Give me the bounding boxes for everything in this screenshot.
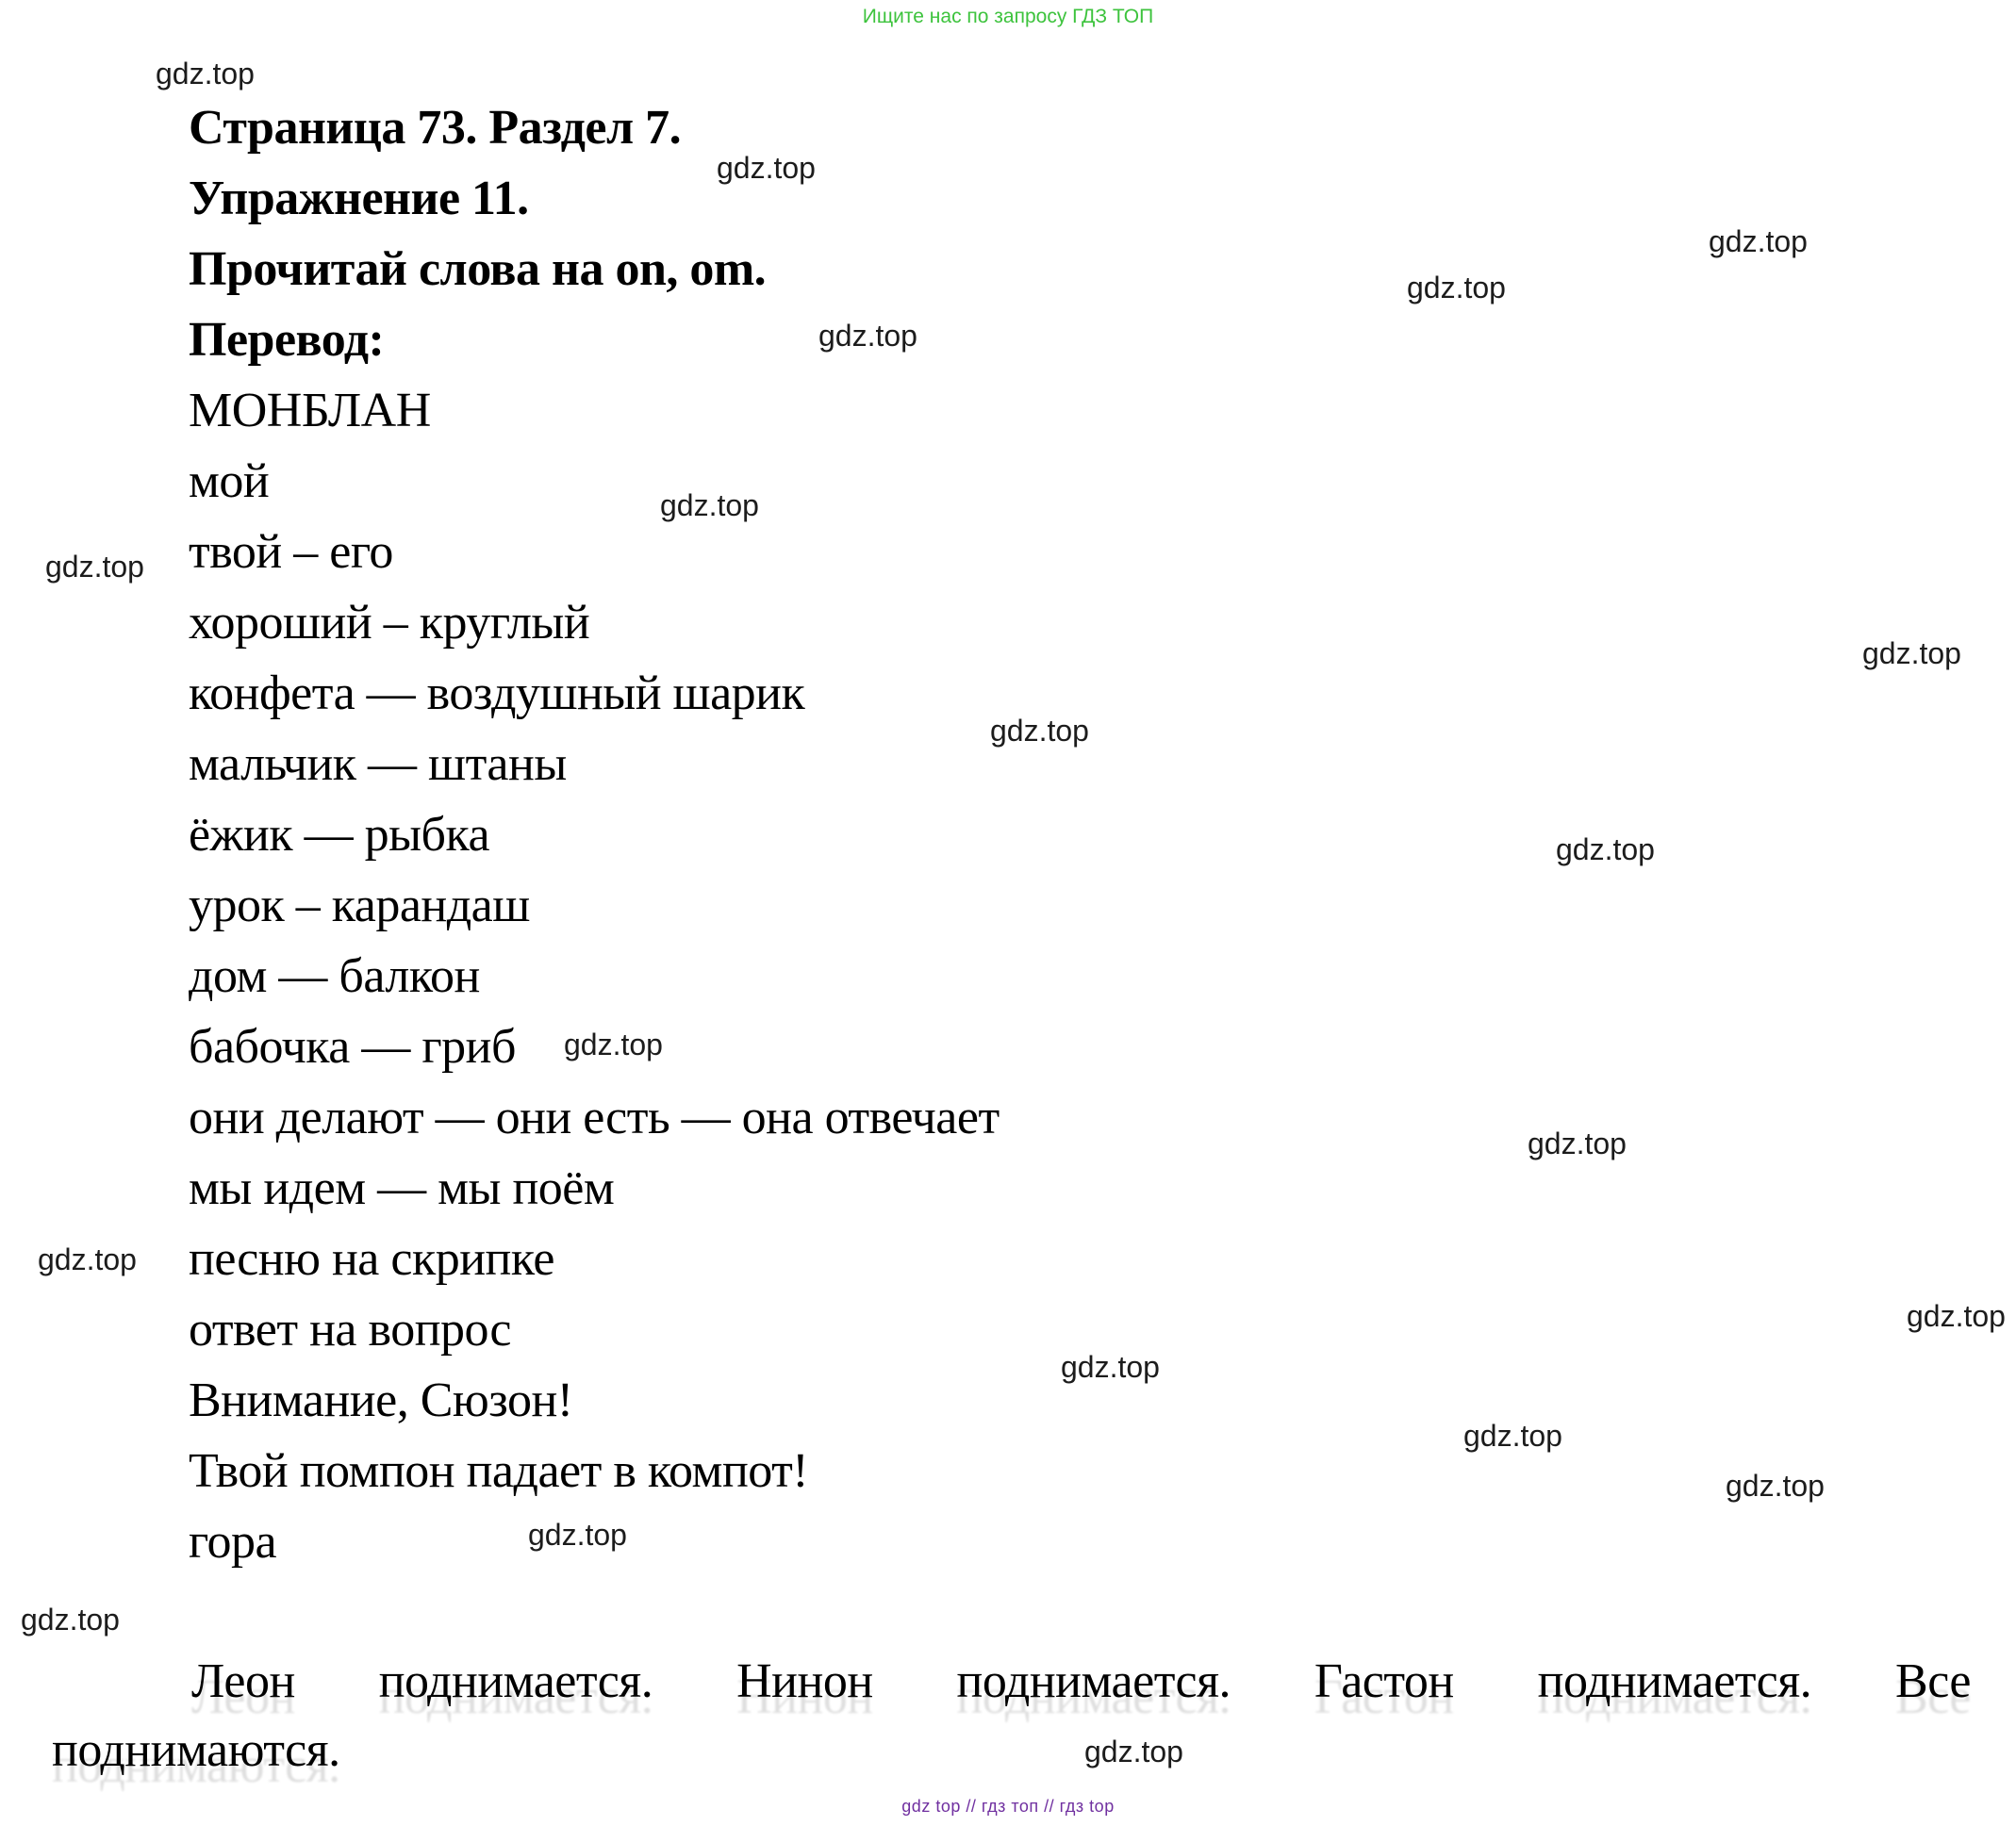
word-list-item: дом — балкон xyxy=(189,949,480,1003)
watermark: gdz.top xyxy=(1407,271,1506,304)
word-list-item: мой xyxy=(189,454,270,508)
watermark: gdz.top xyxy=(1862,636,1961,670)
word-list-item: конфета — воздушный шарик xyxy=(189,666,805,720)
watermark: gdz.top xyxy=(818,319,917,353)
watermark: gdz.top xyxy=(1907,1299,2006,1333)
answer-paragraph: Леон поднимается. Нинон поднимается. Гастон поднимается. Все поднимаются. xyxy=(52,1654,1971,1777)
word-list-item: МОНБЛАН xyxy=(189,384,431,437)
heading-line: Прочитай слова на on, om. xyxy=(189,242,767,296)
heading-line: Перевод: xyxy=(189,313,385,367)
watermark: gdz.top xyxy=(1463,1419,1562,1453)
watermark: gdz.top xyxy=(156,57,255,90)
watermark: gdz.top xyxy=(1556,832,1655,866)
watermark: gdz.top xyxy=(1726,1469,1825,1503)
watermark: gdz.top xyxy=(990,714,1089,748)
word-list-item: гора xyxy=(189,1515,277,1569)
watermark: gdz.top xyxy=(21,1603,120,1637)
headings-block xyxy=(189,92,1000,375)
watermark: gdz.top xyxy=(528,1518,627,1552)
word-list-item: Внимание, Сюзон! xyxy=(189,1374,573,1427)
heading-line: Страница 73. Раздел 7. xyxy=(189,101,682,155)
word-list xyxy=(189,375,1000,1577)
word-list-item: ёжик — рыбка xyxy=(189,808,490,862)
watermark: gdz.top xyxy=(1709,224,1808,258)
word-list-item: мы идем — мы поём xyxy=(189,1161,615,1215)
word-list-item: хороший – круглый xyxy=(189,596,590,650)
word-list-item: мальчик — штаны xyxy=(189,737,567,791)
heading-line: Упражнение 11. xyxy=(189,172,529,225)
word-list-item: они делают — они есть — она отвечает xyxy=(189,1091,1000,1144)
watermark: gdz.top xyxy=(1528,1127,1627,1160)
watermark: gdz.top xyxy=(660,488,759,522)
word-list-item: песню на скрипке xyxy=(189,1232,554,1286)
watermark: gdz.top xyxy=(1084,1735,1183,1768)
watermark: gdz.top xyxy=(717,151,816,185)
watermark: gdz.top xyxy=(45,550,144,584)
word-list-item: твой – его xyxy=(189,525,393,579)
word-list-item: урок – карандаш xyxy=(189,879,530,932)
promo-banner[interactable]: Ищите нас по запросу ГДЗ ТОП xyxy=(862,6,1154,27)
watermark: gdz.top xyxy=(1061,1350,1160,1384)
word-list-item: Твой помпон падает в компот! xyxy=(189,1444,809,1498)
footer-links[interactable]: gdz top // гдз топ // гдз top xyxy=(901,1797,1115,1816)
exercise-content xyxy=(189,92,1000,1577)
watermark: gdz.top xyxy=(564,1028,663,1061)
word-list-item: бабочка — гриб xyxy=(189,1020,516,1074)
word-list-item: ответ на вопрос xyxy=(189,1303,511,1357)
watermark: gdz.top xyxy=(38,1242,137,1276)
